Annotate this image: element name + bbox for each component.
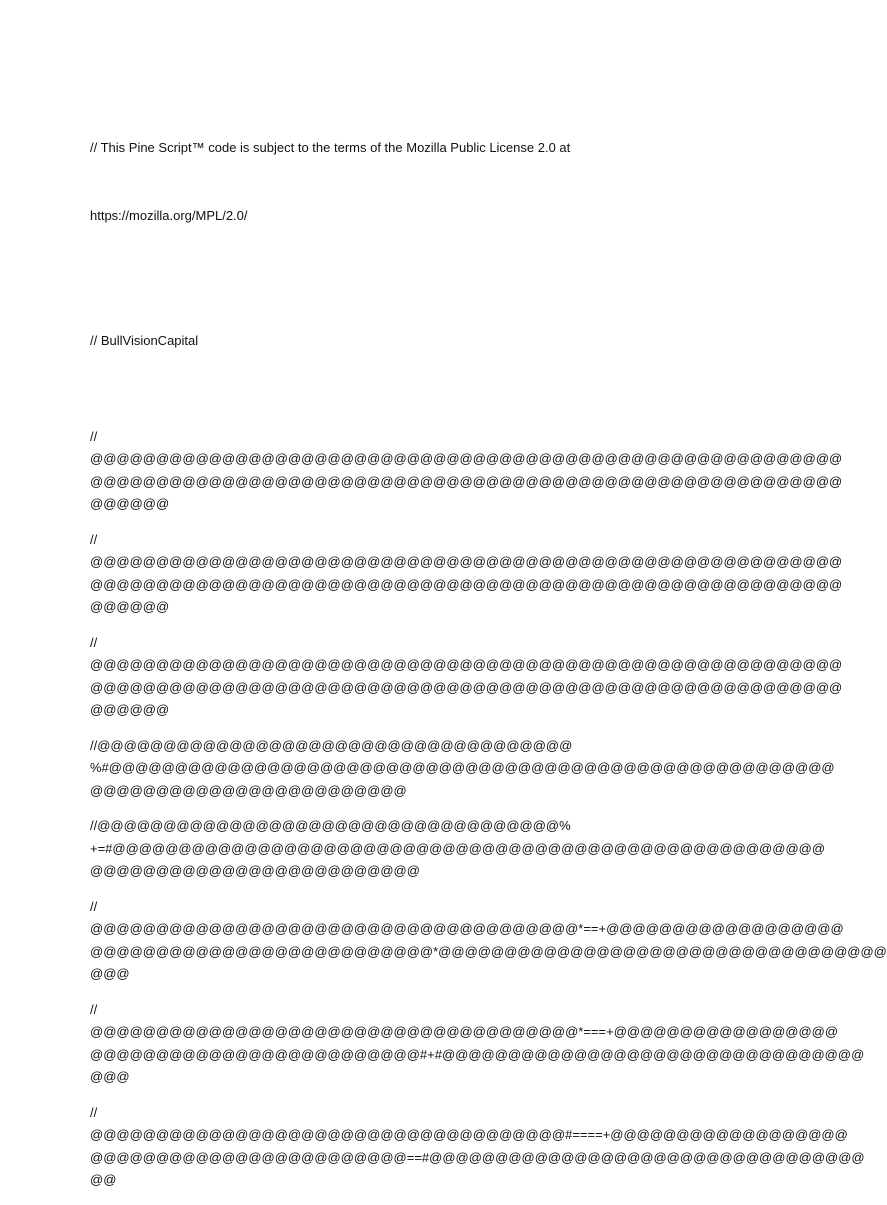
ascii-art-line: // [90, 1001, 98, 1017]
ascii-art-section [90, 426, 887, 1192]
ascii-art-line: @@@@@@@@@@@@@@@@@@@@@@@@@ [90, 863, 420, 878]
ascii-art-line: @@@ [90, 1069, 130, 1084]
author-line: // BullVisionCapital [90, 333, 199, 348]
ascii-art-line: @@@@@@@@@@@@@@@@@@@@@@@@@@@@@@@@@@@@@@@@@@@@@@@@@@@@@@@@@ [90, 679, 843, 695]
ascii-art-line: // [90, 634, 98, 650]
license-url-line: https://mozilla.org/MPL/2.0/ [90, 207, 248, 223]
ascii-art-line: @@@@@@ [90, 702, 170, 717]
ascii-art-line: @@@@@@@@@@@@@@@@@@@@@@@@@@@@@@@@@@@@@*===+@@@@@@@@@@@@@@@@@ [90, 1024, 839, 1039]
license-notice [90, 92, 690, 272]
ascii-art-paragraph [90, 426, 843, 516]
ascii-art-line: +=#@@@@@@@@@@@@@@@@@@@@@@@@@@@@@@@@@@@@@@@@@@@@@@@@@@@@@@ [90, 840, 826, 856]
ascii-art-line: @@@@@@@@@@@@@@@@@@@@@@@@@@@@@@@@@@@@@*==+@@@@@@@@@@@@@@@@@@ [90, 921, 844, 936]
ascii-art-line: @@@ [90, 966, 130, 981]
ascii-art-line: @@@@@@@@@@@@@@@@@@@@@@@@@@@@@@@@@@@@@@@@@@@@@@@@@@@@@@@@@ [90, 451, 843, 466]
ascii-art-line: @@@@@@@@@@@@@@@@@@@@@@@@@@*@@@@@@@@@@@@@@@@@@@@@@@@@@@@@@@@@@ [90, 943, 887, 959]
ascii-art-line: @@@@@@@@@@@@@@@@@@@@@@@@@@@@@@@@@@@@#====+@@@@@@@@@@@@@@@@@@ [90, 1127, 848, 1142]
ascii-art-line: // [90, 531, 98, 547]
license-line-1: // This Pine Script™ code is subject to the terms of the Mozilla Public License 2.0 at [90, 140, 571, 155]
ascii-art-line: @@ [90, 1172, 117, 1187]
ascii-art-line: //@@@@@@@@@@@@@@@@@@@@@@@@@@@@@@@@@@@@ [90, 737, 573, 753]
ascii-art-line: @@@@@@@@@@@@@@@@@@@@@@@@@#+#@@@@@@@@@@@@@@@@@@@@@@@@@@@@@@@@ [90, 1046, 865, 1062]
ascii-art-line: //@@@@@@@@@@@@@@@@@@@@@@@@@@@@@@@@@@@% [90, 818, 571, 833]
ascii-art-line: @@@@@@@@@@@@@@@@@@@@@@@@@@@@@@@@@@@@@@@@@@@@@@@@@@@@@@@@@ [90, 576, 843, 592]
ascii-art-line: @@@@@@ [90, 496, 170, 511]
ascii-art-paragraph [90, 632, 843, 722]
ascii-art-line: @@@@@@ [90, 599, 170, 614]
document-body [90, 92, 887, 1205]
ascii-art-line: @@@@@@@@@@@@@@@@@@@@@@@@@@@@@@@@@@@@@@@@@@@@@@@@@@@@@@@@@ [90, 473, 843, 489]
ascii-art-paragraph [90, 735, 835, 803]
ascii-art-line: @@@@@@@@@@@@@@@@@@@@@@@@@@@@@@@@@@@@@@@@@@@@@@@@@@@@@@@@@ [90, 554, 843, 569]
ascii-art-paragraph [90, 529, 843, 619]
ascii-art-line: @@@@@@@@@@@@@@@@@@@@@@@@ [90, 782, 407, 798]
ascii-art-line: // [90, 428, 98, 444]
author-comment [90, 285, 690, 398]
ascii-art-line: %#@@@@@@@@@@@@@@@@@@@@@@@@@@@@@@@@@@@@@@@@@@@@@@@@@@@@@@@ [90, 760, 835, 775]
ascii-art-line: @@@@@@@@@@@@@@@@@@@@@@@@@@@@@@@@@@@@@@@@@@@@@@@@@@@@@@@@@ [90, 657, 843, 672]
ascii-art-paragraph [90, 1102, 865, 1192]
ascii-art-line: // [90, 1104, 98, 1120]
ascii-art-line: // [90, 898, 98, 914]
ascii-art-line: @@@@@@@@@@@@@@@@@@@@@@@@==#@@@@@@@@@@@@@@@@@@@@@@@@@@@@@@@@@ [90, 1149, 865, 1165]
ascii-art-paragraph [90, 999, 865, 1089]
ascii-art-paragraph [90, 815, 826, 883]
ascii-art-paragraph [90, 896, 887, 986]
